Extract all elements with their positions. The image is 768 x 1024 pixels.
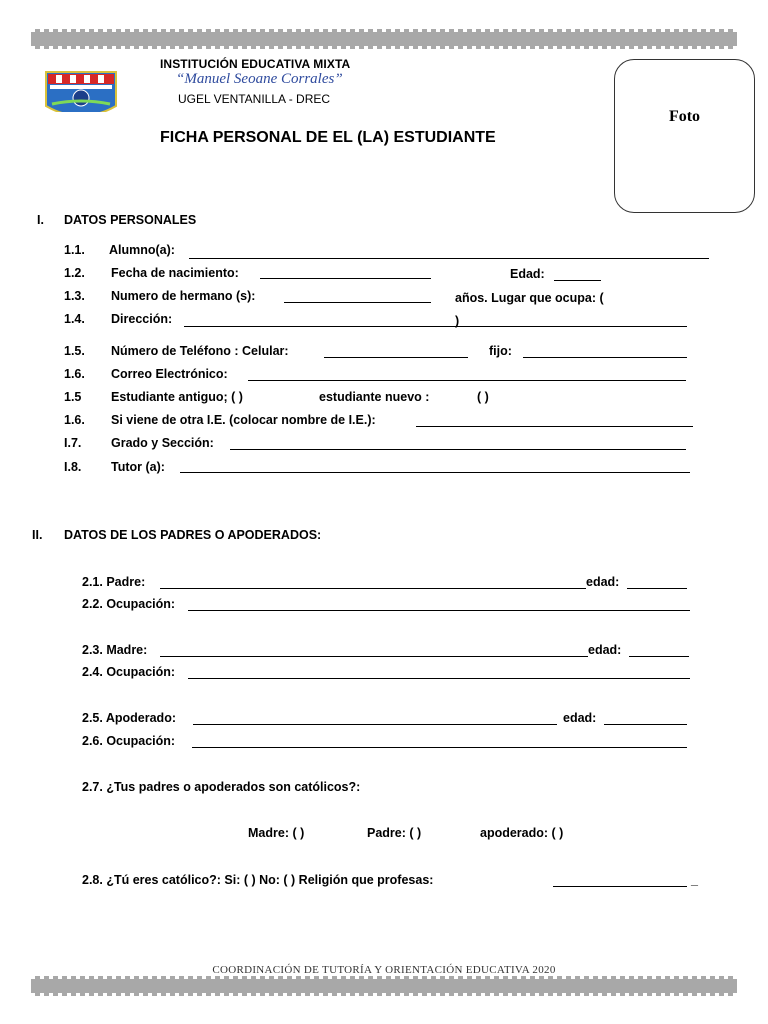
institution-name: “Manuel Seoane Corrales” bbox=[176, 71, 343, 87]
item-number: 1.5. bbox=[64, 344, 85, 358]
siblings-label: Numero de hermano (s): bbox=[111, 289, 256, 303]
previous-school-field[interactable] bbox=[416, 426, 693, 427]
birth-order-close-paren: ) bbox=[455, 314, 460, 328]
student-catholic-question: 2.8. ¿Tú eres católico?: Si: ( ) No: ( ) Religión que profesas: bbox=[82, 873, 434, 887]
item-number: 1.6. bbox=[64, 413, 85, 427]
bottom-decorative-band bbox=[31, 978, 737, 994]
item-number: 1.4. bbox=[64, 312, 85, 326]
mother-job-field[interactable] bbox=[188, 678, 690, 679]
photo-box bbox=[614, 59, 755, 213]
age-field[interactable] bbox=[554, 280, 601, 281]
mother-age-field[interactable] bbox=[629, 656, 689, 657]
ugel-label: UGEL VENTANILLA - DREC bbox=[178, 92, 331, 106]
address-label: Dirección: bbox=[111, 312, 173, 326]
landline-label: fijo: bbox=[489, 344, 512, 358]
returning-student-option[interactable]: Estudiante antiguo; ( ) bbox=[111, 390, 243, 404]
school-crest-logo bbox=[42, 68, 120, 124]
father-job-field[interactable] bbox=[188, 610, 690, 611]
item-number: 1.2. bbox=[64, 266, 85, 280]
item-number: 1.1. bbox=[64, 243, 85, 257]
cellphone-field[interactable] bbox=[324, 357, 468, 358]
new-student-option[interactable]: ( ) bbox=[477, 390, 489, 404]
student-name-label: Alumno(a): bbox=[109, 243, 175, 257]
father-job-label: 2.2. Ocupación: bbox=[82, 597, 176, 611]
item-number: I.7. bbox=[64, 436, 82, 450]
father-catholic-option[interactable]: Padre: ( ) bbox=[367, 826, 422, 840]
item-number: 1.6. bbox=[64, 367, 85, 381]
religion-field[interactable] bbox=[553, 886, 687, 887]
mother-name-field[interactable] bbox=[160, 656, 588, 657]
institution-type: INSTITUCIÓN EDUCATIVA MIXTA bbox=[160, 57, 351, 71]
mother-catholic-option[interactable]: Madre: ( ) bbox=[248, 826, 305, 840]
guardian-label: 2.5. Apoderado: bbox=[82, 711, 176, 725]
section-2-number: II. bbox=[32, 528, 43, 542]
footer-note bbox=[0, 964, 768, 976]
email-label: Correo Electrónico: bbox=[111, 367, 228, 381]
grade-section-field[interactable] bbox=[230, 449, 686, 450]
parents-catholic-question: 2.7. ¿Tus padres o apoderados son católicos?: bbox=[82, 780, 361, 794]
mother-age-label: edad: bbox=[588, 643, 622, 657]
section-1-number: I. bbox=[37, 213, 44, 227]
birthdate-label: Fecha de nacimiento: bbox=[111, 266, 239, 280]
guardian-age-field[interactable] bbox=[604, 724, 687, 725]
birthdate-field[interactable] bbox=[260, 278, 431, 279]
mother-label: 2.3. Madre: bbox=[82, 643, 148, 657]
religion-trailing-underscore: _ bbox=[691, 873, 698, 887]
grade-section-label: Grado y Sección: bbox=[111, 436, 214, 450]
age-label: Edad: bbox=[510, 267, 545, 281]
top-decorative-band bbox=[31, 31, 737, 47]
previous-school-label: Si viene de otra I.E. (colocar nombre de I.E.): bbox=[111, 413, 376, 427]
birth-order-label: años. Lugar que ocupa: ( bbox=[455, 291, 604, 305]
item-number: 1.5 bbox=[64, 390, 82, 404]
father-age-field[interactable] bbox=[627, 588, 687, 589]
guardian-job-label: 2.6. Ocupación: bbox=[82, 734, 176, 748]
footer-text: COORDINACIÓN DE TUTORÍA Y ORIENTACIÓN EDUCATIVA 2020 bbox=[212, 964, 556, 976]
address-field[interactable] bbox=[184, 326, 687, 327]
section-1-title: DATOS PERSONALES bbox=[64, 213, 197, 227]
father-age-label: edad: bbox=[586, 575, 620, 589]
father-label: 2.1. Padre: bbox=[82, 575, 146, 589]
item-number: I.8. bbox=[64, 460, 82, 474]
landline-field[interactable] bbox=[523, 357, 687, 358]
item-number: 1.3. bbox=[64, 289, 85, 303]
new-student-label: estudiante nuevo : bbox=[319, 390, 430, 404]
form-title: FICHA PERSONAL DE EL (LA) ESTUDIANTE bbox=[160, 129, 496, 146]
email-field[interactable] bbox=[248, 380, 686, 381]
guardian-job-field[interactable] bbox=[192, 747, 687, 748]
tutor-field[interactable] bbox=[180, 472, 690, 473]
guardian-age-label: edad: bbox=[563, 711, 597, 725]
mother-job-label: 2.4. Ocupación: bbox=[82, 665, 176, 679]
guardian-catholic-option[interactable]: apoderado: ( ) bbox=[480, 826, 564, 840]
father-name-field[interactable] bbox=[160, 588, 586, 589]
photo-label: Foto bbox=[668, 108, 701, 125]
section-2-title: DATOS DE LOS PADRES O APODERADOS: bbox=[64, 528, 322, 542]
phone-label: Número de Teléfono : Celular: bbox=[111, 344, 289, 358]
siblings-field[interactable] bbox=[284, 302, 431, 303]
student-name-field[interactable] bbox=[189, 258, 709, 259]
guardian-name-field[interactable] bbox=[193, 724, 557, 725]
tutor-label: Tutor (a): bbox=[111, 460, 165, 474]
